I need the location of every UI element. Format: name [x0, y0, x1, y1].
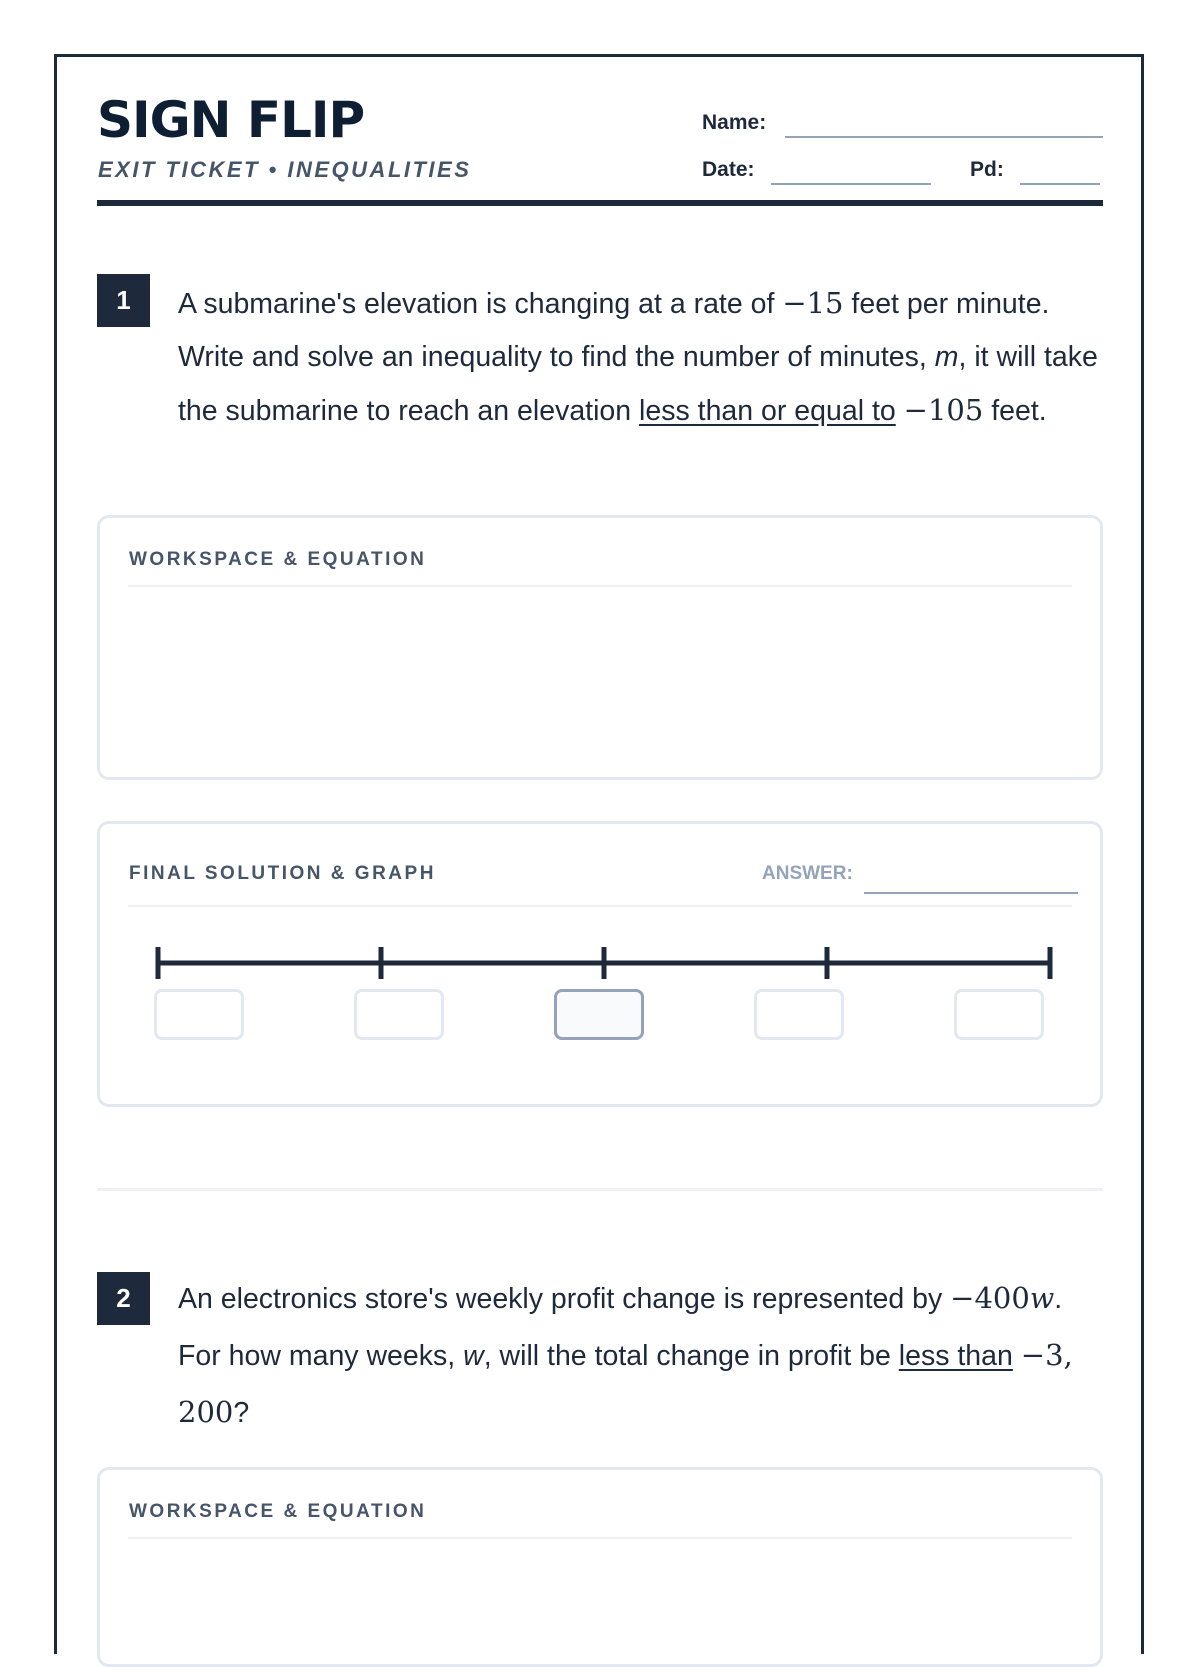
name-label: Name: — [702, 111, 767, 134]
number-line — [154, 939, 1054, 1049]
emphasis-text: less than or equal to — [639, 395, 896, 427]
date-input-line[interactable] — [771, 183, 931, 185]
header-rule — [97, 200, 1103, 206]
workspace-box-1[interactable] — [97, 515, 1103, 780]
question-divider — [97, 1188, 1103, 1191]
question-1-text: A submarine's elevation is changing at a rate of −15 feet per minute. Write and solve an inequality to find the number of minutes, m, it will take the submarine to reach an elevation less than or equal to −105 feet. — [178, 286, 1098, 427]
solution-label: FINAL SOLUTION & GRAPH — [129, 863, 436, 884]
expression-variable: w — [1029, 1282, 1055, 1315]
workspace-label: WORKSPACE & EQUATION — [129, 549, 427, 570]
target-value: −3, 200 — [178, 1338, 1073, 1429]
answer-label: ANSWER: — [762, 863, 853, 884]
workspace-rule — [128, 1537, 1072, 1539]
number-line-label-box[interactable] — [754, 989, 844, 1040]
solution-rule — [128, 905, 1072, 907]
date-label: Date: — [702, 158, 755, 181]
answer-input-line[interactable] — [864, 892, 1078, 894]
variable-m: m — [934, 341, 959, 373]
question-2-text: An electronics store's weekly profit change is represented by −400w. For how many weeks, w, will the total change in profit be less than −3, 200? — [178, 1281, 1073, 1429]
emphasis-text: less than — [898, 1340, 1013, 1372]
number-line-axis — [154, 939, 1054, 984]
name-input-line[interactable] — [785, 136, 1103, 138]
workspace-box-2[interactable] — [97, 1467, 1103, 1667]
solution-box-1 — [97, 821, 1103, 1107]
question-number-badge: 1 — [97, 274, 150, 327]
workspace-rule — [128, 585, 1072, 587]
number-line-label-box[interactable] — [354, 989, 444, 1040]
expression-coefficient: −400 — [950, 1281, 1030, 1315]
page-title: SIGN FLIP — [97, 91, 365, 149]
workspace-label: WORKSPACE & EQUATION — [129, 1501, 427, 1522]
number-line-label-box[interactable] — [954, 989, 1044, 1040]
number-line-label-box[interactable] — [554, 989, 644, 1040]
period-input-line[interactable] — [1020, 183, 1100, 185]
variable-w: w — [463, 1340, 484, 1372]
number-line-label-box[interactable] — [154, 989, 244, 1040]
period-label: Pd: — [970, 158, 1004, 181]
rate-value: −15 — [782, 286, 844, 320]
page-subtitle: EXIT TICKET • INEQUALITIES — [98, 157, 472, 182]
target-value: −105 — [903, 393, 984, 427]
question-number-badge: 2 — [97, 1272, 150, 1325]
